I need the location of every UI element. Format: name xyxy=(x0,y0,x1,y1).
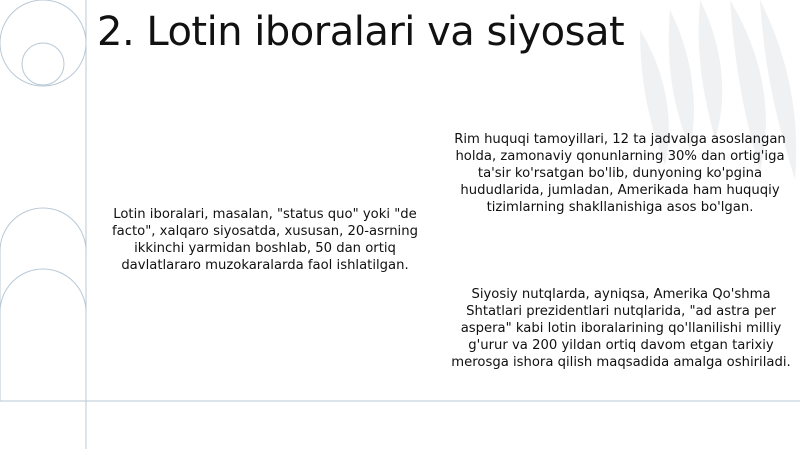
slide-title: 2. Lotin iboralari va siyosat xyxy=(97,9,625,55)
right-bottom-text-block: Siyosiy nutqlarda, ayniqsa, Amerika Qo'shma Shtatlari prezidentlari nutqlarida, "ad astra per aspera" kabi lotin iboralarining qo'llanilishi milliy g'urur va 200 yildan ortiq davom etgan tarixiy merosga ishora qilish maqsadida amalga oshiriladi. xyxy=(451,287,791,370)
left-text-block: Lotin iboralari, masalan, "status quo" yoki "de facto", xalqaro siyosatda, xususan, 20-asrning ikkinchi yarmidan boshlab, 50 dan ortiq davlatlararo muzokaralarda faol ishlatilgan. xyxy=(112,207,418,273)
deco-arch-lower xyxy=(0,269,86,312)
right-top-text-block: Rim huquqi tamoyillari, 12 ta jadvalga asoslangan holda, zamonaviy qonunlarning 30% dan ortig'iga ta'sir ko'rsatgan bo'lib, dunyoning ko'pgina hududlarida, jumladan, Amerikada ham huquqiy tizimlarning shakllanishiga asos bo'lgan. xyxy=(454,132,786,215)
deco-circle-small xyxy=(22,43,64,85)
deco-arch-upper xyxy=(0,208,86,251)
